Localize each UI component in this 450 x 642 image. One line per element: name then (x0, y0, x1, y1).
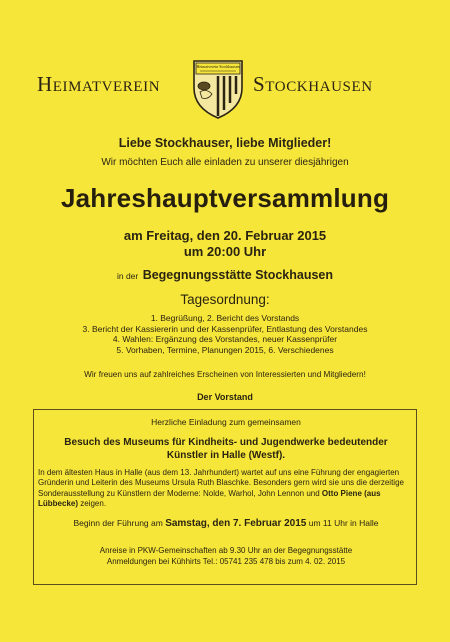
agenda-item: 4. Wahlen: Ergänzung des Vorstandes, neuer Kassenprüfer (112, 334, 338, 345)
coat-of-arms-crest-icon (190, 58, 246, 120)
agenda-item: 3. Bericht der Kassiererin und der Kassenprüfer, Entlastung des Vorstandes (82, 323, 368, 334)
location-place: Begegnungsstätte Stockhausen (142, 268, 334, 282)
greeting: Liebe Stockhauser, liebe Mitglieder! (118, 136, 332, 150)
museum-heading-line: Besuch des Museums für Kindheits- und Jugendwerke bedeutender (64, 437, 388, 448)
museum-description-highlight: Otto Piene (aus Lübbecke) (38, 488, 381, 509)
event-title: Jahreshauptversammlung (60, 183, 390, 213)
tour-info (34, 518, 418, 529)
event-date: am Freitag, den 20. Februar 2015 (123, 228, 327, 243)
tour-prefix: Beginn der Führung am (73, 518, 166, 528)
event-location (0, 266, 450, 284)
agenda-heading: Tagesordnung: (180, 292, 270, 307)
museum-description (38, 468, 414, 510)
tour-suffix: um 11 Uhr in Halle (306, 518, 379, 528)
tour-date: Samstag, den 7. Februar 2015 (165, 518, 307, 529)
registration-line: Anmeldungen bei Kühhirts Tel.: 05741 235 478 bis zum 4. 02. 2015 (106, 556, 346, 566)
museum-intro: Herzliche Einladung zum gemeinsamen (151, 417, 301, 427)
museum-heading (34, 437, 418, 462)
museum-heading-line: Künstler in Halle (Westf). (166, 449, 286, 461)
crest-text: Heimatverein Stockhausen (196, 64, 240, 69)
closing-text: Wir freuen uns auf zahlreiches Erscheinen von Interessierten und Mitgliedern! (84, 370, 366, 379)
museum-description-text: In dem ältesten Haus in Halle (aus dem 13. Jahrhundert) wartet auf uns eine Führung der engagierten Gründerin und Leiterin des Museums Ursula Ruth Blaschke. Besonders gern wird sie uns die derzeitige Sonderausstellung zu Künstlern der Moderne: Nolde, Warhol, John Lennon und (38, 468, 404, 498)
invitation-text: Wir möchten Euch alle einladen zu unserer diesjährigen (101, 157, 349, 168)
museum-visit-box (33, 409, 417, 585)
agenda-list (0, 313, 450, 355)
signature: Der Vorstand (197, 392, 253, 402)
header (0, 58, 450, 118)
agenda-item: 1. Begrüßung, 2. Bericht des Vorstands (150, 313, 300, 323)
travel-info (34, 546, 418, 568)
museum-description-text: zeigen. (78, 499, 107, 509)
club-name-left (37, 72, 160, 97)
club-name-right (253, 72, 373, 97)
club-name-right-rest: TOCKHAUSEN (265, 79, 373, 95)
location-prefix: in der (116, 271, 139, 281)
agenda-item: 5. Vorhaben, Termine, Planungen 2015, 6. Verschiedenes (116, 344, 334, 355)
club-name-left-rest: EIMATVEREIN (52, 79, 161, 95)
club-name-right-initial: S (253, 72, 266, 96)
club-name-left-initial: H (37, 72, 53, 96)
travel-line: Anreise in PKW-Gemeinschaften ab 9.30 Uhr an der Begegnungsstätte (99, 546, 353, 555)
event-time: um 20:00 Uhr (183, 244, 267, 259)
